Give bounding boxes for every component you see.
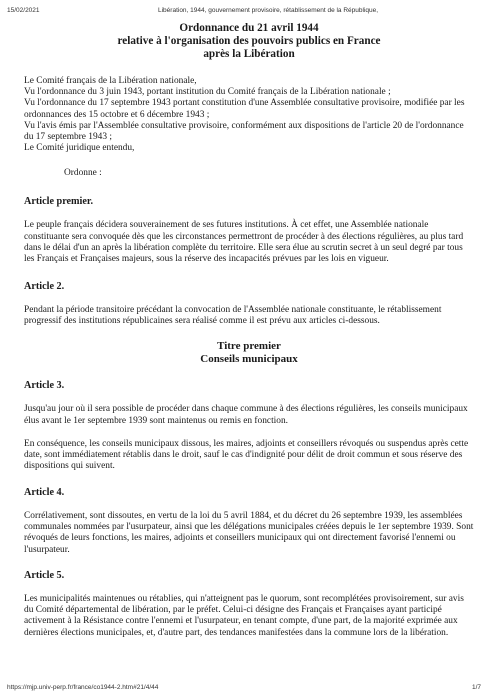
article-heading: Article 4. <box>24 486 65 498</box>
article-heading: Article 3. <box>24 380 65 392</box>
visas <box>24 76 474 154</box>
article-text: Le peuple français décidera souverainement de ses futures institutions. À cet effet, une Assemblée nationale constituante sera convoquée dès que les circonstances permettront de procéder à des élections régulières, au plus tard dans le délai d'un an après la libération complète du territoire. Elle sera élue au scrutin secret à un seul degré par tous les Français et Françaises majeurs, sous la réserve des incapacités prévues par les lois en vigueur. <box>24 220 464 265</box>
section-title-line-2: Conseils municipaux <box>200 353 298 366</box>
print-footer <box>7 684 487 694</box>
article-text: Pendant la période transitoire précédant la convocation de l'Assemblée nationale constituante, le rétablissement progressif des institutions républicaines sera réalisé comme il est prévu aux articles ci-dessous. <box>24 304 442 326</box>
article-text: Les municipalités maintenues ou rétablies, qui n'atteignent pas le quorum, sont recomplétées provisoirement, sur avis du Comité départemental de libération, par le préfet. Celui-ci désigne des Français et Françaises ayant participé activement à la Résistance contre l'ennemi et l'usurpateur, en tenant compte, d'une part, de la majorité exprimée aux dernières élections municipales, et, d'autre part, des tendances manifestées dans la commune lors de la libération. <box>24 593 464 638</box>
article-heading: Article 2. <box>24 280 65 292</box>
print-header <box>7 7 487 17</box>
page-number: 1/7 <box>471 684 481 691</box>
article-heading: Article premier. <box>24 196 94 208</box>
ordonne-label: Ordonne : <box>64 168 102 179</box>
visa-line: Le Comité juridique entendu, <box>24 143 135 154</box>
print-page-title: Libération, 1944, gouvernement provisoire, rétablissement de la République, <box>158 7 379 14</box>
document-body <box>24 22 474 639</box>
title-line-3: après la Libération <box>203 48 295 60</box>
title-line-1: Ordonnance du 21 avril 1944 <box>179 22 319 34</box>
article-text: En conséquence, les conseils municipaux dissous, les maires, adjoints et conseillers révoqués ou suspendus après cette date, sont immédiatement rétablis dans le droit, sauf le cas d'indignité pour délit de droit commun et sous réserve des dispositions qui suivent. <box>24 438 469 472</box>
section-title-line-1: Titre premier <box>217 340 281 353</box>
article-text: Jusqu'au jour où il sera possible de procéder dans chaque commune à des élections régulières, les conseils municipaux élus avant le 1er septembre 1939 sont maintenus ou remis en fonction. <box>24 404 468 426</box>
article-heading: Article 5. <box>24 569 65 581</box>
visa-line: Vu l'avis émis par l'Assemblée consultative provisoire, conformément aux dispositions de l'article 20 de l'ordonnance du 17 septembre 1943 ; <box>24 120 464 143</box>
section-title <box>24 340 474 366</box>
print-date: 15/02/2021 <box>7 7 40 14</box>
title-line-2: relative à l'organisation des pouvoirs publics en France <box>117 35 381 47</box>
visa-line: Vu l'ordonnance du 3 juin 1943, portant institution du Comité français de la Libération nationale ; <box>24 87 391 98</box>
visa-line: Le Comité français de la Libération nationale, <box>24 76 197 86</box>
visa-line: Vu l'ordonnance du 17 septembre 1943 portant constitution d'une Assemblée consultative provisoire, modifiée par les ordonnances des 15 octobre et 6 décembre 1943 ; <box>24 98 465 120</box>
source-url: https://mjp.univ-perp.fr/france/co1944-2.htm#21/4/44 <box>7 684 159 691</box>
article-text: Corrélativement, sont dissoutes, en vertu de la loi du 5 avril 1884, et du décret du 26 septembre 1939, les assemblées communales nommées par l'usurpateur, ainsi que les délégations municipales créées depuis le 1er septembre 1939. Sont révoqués de leurs fonctions, les maires, adjoints et conseillers municipaux qui ont directement favorisé l'ennemi ou l'usurpateur. <box>24 510 474 555</box>
document-title <box>24 22 474 61</box>
